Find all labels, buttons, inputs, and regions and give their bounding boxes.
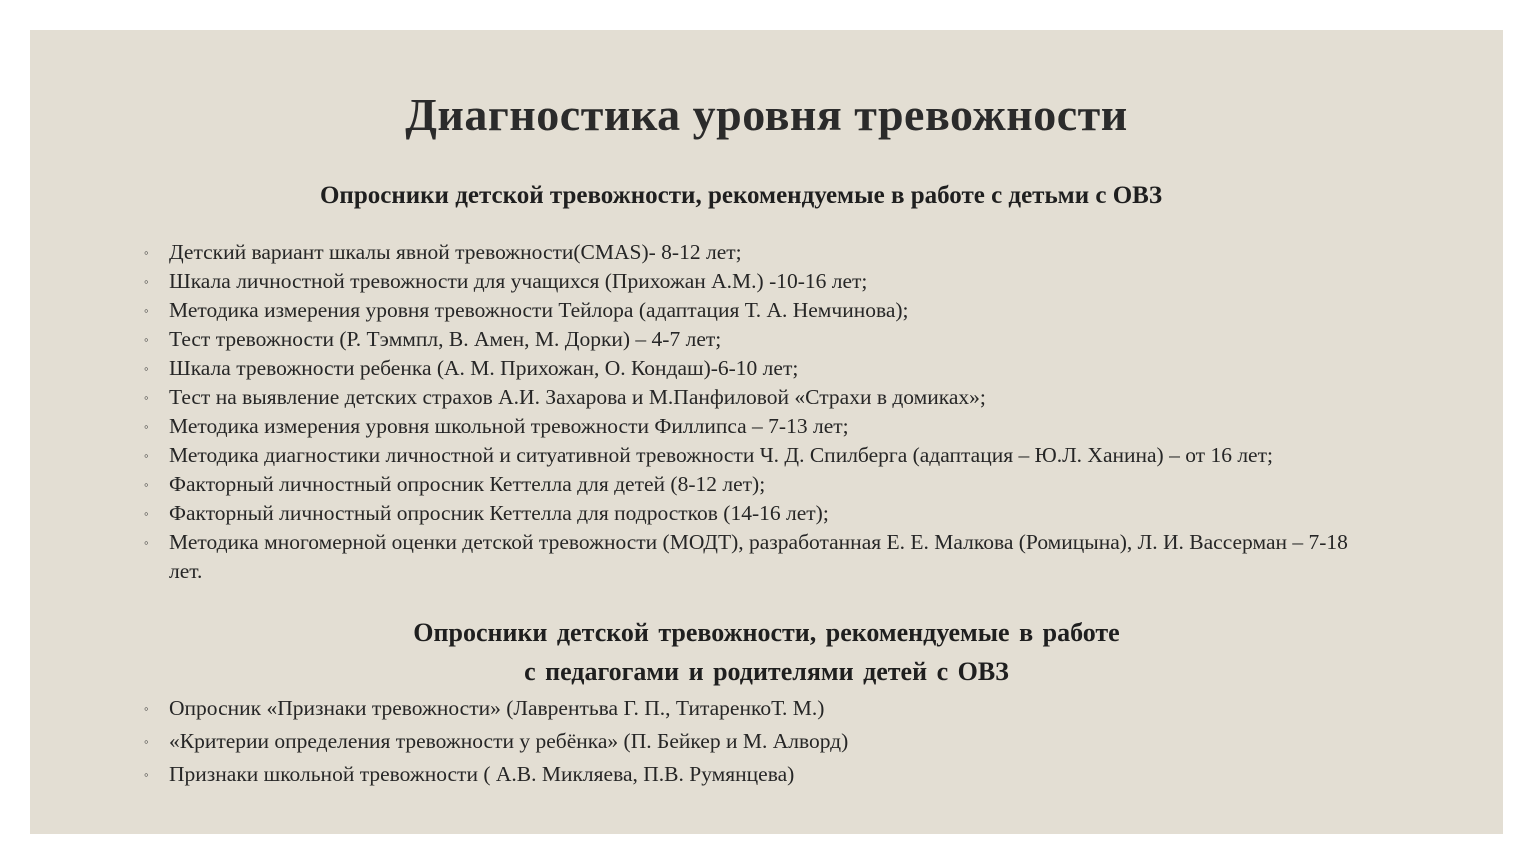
bullet-icon: ◦ <box>144 767 149 782</box>
list-item <box>140 499 1370 528</box>
list-item-text: Детский вариант шкалы явной тревожности(CMAS)- 8-12 лет; <box>169 240 742 264</box>
list-item-text: Методика измерения уровня тревожности Тейлора (адаптация Т. А. Немчинова); <box>169 298 909 322</box>
bullet-icon: ◦ <box>144 274 149 289</box>
list-item <box>140 692 1370 725</box>
bullet-icon: ◦ <box>144 303 149 318</box>
list-item <box>140 470 1370 499</box>
list-item <box>140 441 1370 470</box>
list-item-text: «Критерии определения тревожности у ребёнка» (П. Бейкер и М. Алворд) <box>169 729 849 753</box>
slide <box>30 30 1503 834</box>
list-item <box>140 383 1370 412</box>
list-item-text: Факторный личностный опросник Кеттелла для подростков (14-16 лет); <box>169 501 829 525</box>
list-item-text: Методика измерения уровня школьной тревожности Филлипса – 7-13 лет; <box>169 414 849 438</box>
list-item <box>140 354 1370 383</box>
bullet-icon: ◦ <box>144 701 149 716</box>
list-item-text: Методика многомерной оценки детской тревожности (МОДТ), разработанная Е. Е. Малкова (Ромицына), Л. И. Вассерман – 7-18 лет. <box>169 530 1348 583</box>
list-item-text: Шкала личностной тревожности для учащихся (Прихожан А.М.) -10-16 лет; <box>169 269 868 293</box>
list-item-text: Опросник «Признаки тревожности» (Лаврентьва Г. П., ТитаренкоТ. М.) <box>169 696 825 720</box>
section1-heading: Опросники детской тревожности, рекомендуемые в работе с детьми с ОВЗ <box>319 182 1163 209</box>
bullet-icon: ◦ <box>144 332 149 347</box>
list-item <box>140 296 1370 325</box>
bullet-icon: ◦ <box>144 245 149 260</box>
list-item <box>140 267 1370 296</box>
list-item <box>140 528 1370 586</box>
list-item-text: Шкала тревожности ребенка (А. М. Прихожан, О. Кондаш)-6-10 лет; <box>169 356 799 380</box>
section2-heading-line1: Опросники детской тревожности, рекомендуемые в работе <box>413 618 1120 647</box>
list-item-text: Признаки школьной тревожности ( А.В. Микляева, П.В. Румянцева) <box>169 762 795 786</box>
bullet-icon: ◦ <box>144 477 149 492</box>
bullet-icon: ◦ <box>144 390 149 405</box>
section2-heading-line2: с педагогами и родителями детей с ОВЗ <box>524 657 1009 686</box>
bullet-icon: ◦ <box>144 734 149 749</box>
bullet-icon: ◦ <box>144 419 149 434</box>
bullet-icon: ◦ <box>144 361 149 376</box>
list-item <box>140 238 1370 267</box>
section1-list <box>140 238 1370 586</box>
list-item-text: Факторный личностный опросник Кеттелла для детей (8-12 лет); <box>169 472 766 496</box>
list-item-text: Методика диагностики личностной и ситуативной тревожности Ч. Д. Спилберга (адаптация – Ю.Л. Ханина) – от 16 лет; <box>169 443 1273 467</box>
bullet-icon: ◦ <box>144 535 149 550</box>
list-item <box>140 412 1370 441</box>
section2-list <box>140 692 1370 791</box>
list-item <box>140 758 1370 791</box>
bullet-icon: ◦ <box>144 448 149 463</box>
list-item-text: Тест на выявление детских страхов А.И. Захарова и М.Панфиловой «Страхи в домиках»; <box>169 385 986 409</box>
list-item <box>140 325 1370 354</box>
bullet-icon: ◦ <box>144 506 149 521</box>
slide-title: Диагностика уровня тревожности <box>405 89 1128 140</box>
list-item <box>140 725 1370 758</box>
list-item-text: Тест тревожности (Р. Тэммпл, В. Амен, М. Дорки) – 4-7 лет; <box>169 327 722 351</box>
